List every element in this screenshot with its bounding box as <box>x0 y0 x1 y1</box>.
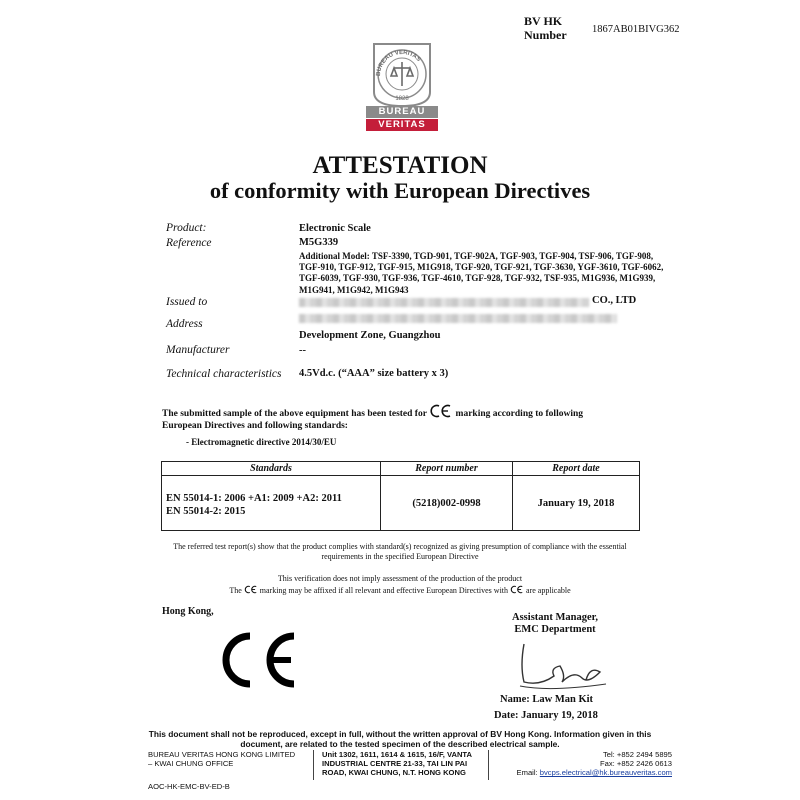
logo-ring-text: BUREAU VERITAS <box>375 49 422 77</box>
standard-line: EN 55014-2: 2015 <box>166 506 246 517</box>
table-header-standards: Standards <box>162 462 381 476</box>
document-reference: AOC-HK-EMC-BV-ED-B <box>148 782 230 791</box>
page-title: ATTESTATION <box>312 152 488 179</box>
marking-mid: marking may be affixed if all relevant and effective European Directives with <box>259 586 509 595</box>
footer-tel: Tel: +852 2494 5895 <box>602 750 672 759</box>
logo-banner-top: BUREAU <box>366 106 438 118</box>
product-value: Electronic Scale <box>299 223 371 234</box>
footer-office-line1: BUREAU VERITAS HONG KONG LIMITED <box>148 750 296 759</box>
signature-text: Law <box>540 676 542 677</box>
manufacturer-label: Manufacturer <box>166 344 230 356</box>
directive-item: - Electromagnetic directive 2014/30/EU <box>186 437 337 447</box>
technical-characteristics-label: Technical characteristics <box>166 368 282 380</box>
page-subtitle: of conformity with European Directives <box>209 178 591 203</box>
footer-address-line2: INDUSTRIAL CENTRE 21-33, TAI LIN PAI <box>322 759 468 769</box>
footer-office <box>148 750 308 768</box>
standard-line: EN 55014-1: 2006 +A1: 2009 +A2: 2011 <box>166 493 342 504</box>
tested-statement <box>162 404 632 432</box>
redacted-address <box>299 314 617 323</box>
signoff-date: Date: January 19, 2018 <box>494 710 598 721</box>
referred-note: The referred test report(s) show that the product complies with standard(s) recognized as giving presumption of compliance with the essential requirements in the specified European Directive <box>173 542 627 561</box>
table-cell-report-date <box>513 476 639 530</box>
footer-address <box>322 750 490 778</box>
address-label: Address <box>166 318 203 330</box>
ce-mark-icon <box>244 585 258 594</box>
signoff-place: Hong Kong, <box>162 606 214 617</box>
signer-role-title: Assistant Manager, <box>512 612 598 623</box>
ce-mark-icon <box>510 585 524 594</box>
standards-table <box>161 461 640 531</box>
report-number: (5218)002-0998 <box>412 498 481 509</box>
ce-mark-icon <box>429 404 453 418</box>
statement-part1: The submitted sample of the above equipment has been tested for <box>162 409 427 419</box>
reference-value: M5G339 <box>299 237 339 248</box>
address-line2: Development Zone, Guangzhou <box>299 330 441 341</box>
bv-hk-number: 1867AB01BIVG362 <box>592 24 680 35</box>
issued-to-suffix: CO., LTD <box>592 295 637 306</box>
footer-fax: Fax: +852 2426 0613 <box>600 759 672 769</box>
redacted-company-name <box>299 298 589 307</box>
table-header-report-number: Report number <box>381 462 513 476</box>
signer-name: Name: Law Man Kit <box>500 694 594 705</box>
footer-divider <box>313 750 314 780</box>
signer-department: EMC Department <box>514 624 596 635</box>
logo-year: 1828 <box>395 96 409 102</box>
large-ce-mark-icon <box>216 632 298 688</box>
table-cell-report-number <box>381 476 513 530</box>
footer-address-line1: Unit 1302, 1611, 1614 & 1615, 16/F, VANTA <box>322 750 472 759</box>
product-label: Product: <box>166 222 207 234</box>
bv-hk-number-label: BV HK Number <box>524 14 567 42</box>
statement-part2: marking according to following <box>455 409 583 419</box>
table-header-report-date: Report date <box>513 462 639 476</box>
footer-email-label: Email: <box>516 768 538 778</box>
verification-note: This verification does not imply assessment of the production of the product <box>277 574 523 583</box>
signature <box>510 636 614 696</box>
marking-note <box>160 585 640 595</box>
marking-pre: The <box>229 586 242 595</box>
footer-address-line3: ROAD, KWAI CHUNG, N.T. HONG KONG <box>322 768 466 778</box>
reference-label: Reference <box>166 237 212 249</box>
issued-to-label: Issued to <box>166 296 208 308</box>
reproduction-notice: This document shall not be reproduced, except in full, without the written approval of BV Hong Kong. Information given in this document, are related to the tested specimen of the described electrical sample. <box>148 729 652 749</box>
footer-office-line2: – KWAI CHUNG OFFICE <box>148 759 234 769</box>
footer-contact <box>496 750 672 778</box>
logo-banner-bottom: VERITAS <box>366 119 438 131</box>
technical-characteristics-value: 4.5Vd.c. (“AAA” size battery x 3) <box>299 368 449 379</box>
manufacturer-value: -- <box>299 345 306 356</box>
additional-models: Additional Model: TSF-3390, TGD-901, TGF-902A, TGF-903, TGF-904, TSF-906, TGF-908, TGF-910, TGF-912, TGF-915, M1G918, TGF-920, TGF-921, TGF-3630, YGF-3610, TGF-6062, TGF-6039, TGF-930, TGF-936, TGF-4610, TGF-928, TGF-932, TSF-935, M1G936, M1G939, M1G941, M1G942, M1G943 <box>299 251 664 295</box>
report-date: January 19, 2018 <box>537 498 615 509</box>
footer-email-link[interactable]: bvcps.electrical@hk.bureauveritas.com <box>539 768 672 778</box>
table-cell-standards <box>162 476 381 530</box>
marking-post: are applicable <box>526 586 571 595</box>
statement-line2: European Directives and following standards: <box>162 421 348 431</box>
footer-divider <box>488 750 489 780</box>
